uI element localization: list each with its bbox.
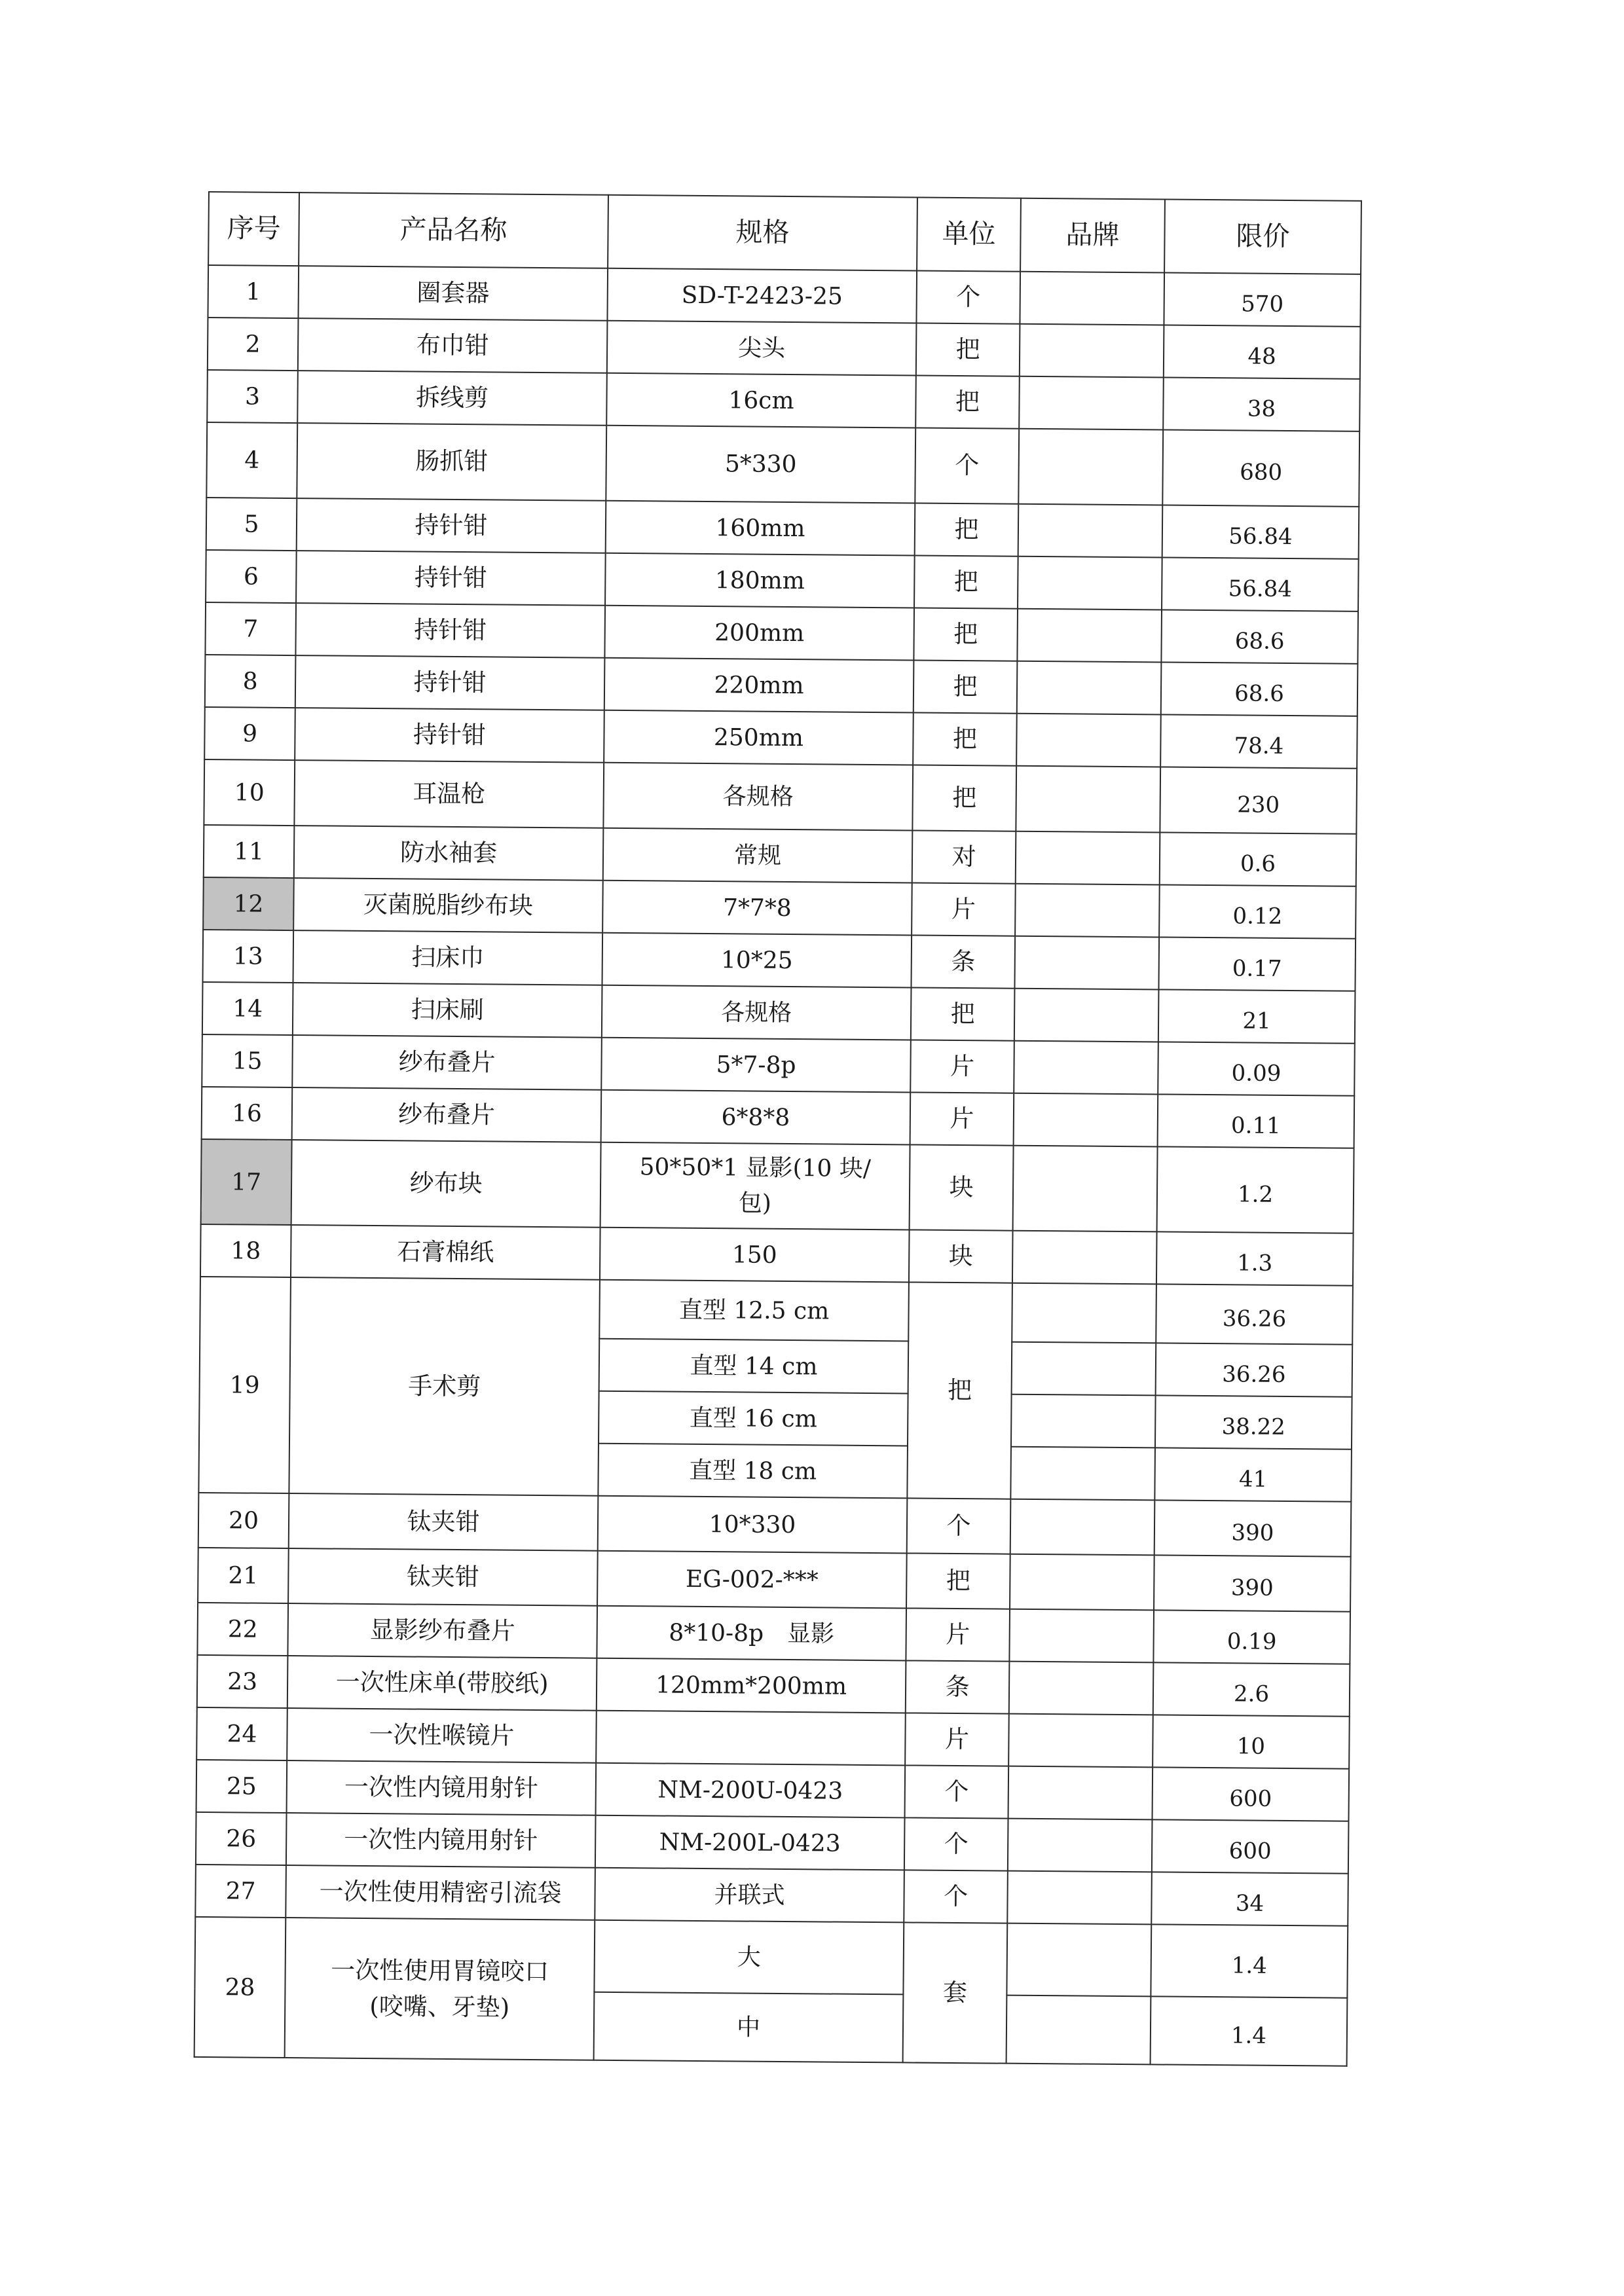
product-brand — [1020, 324, 1164, 378]
product-spec: NM-200U-0423 — [596, 1763, 906, 1818]
product-unit: 把 — [911, 987, 1015, 1040]
product-price: 48 — [1164, 325, 1361, 378]
product-price: 68.6 — [1161, 662, 1358, 716]
product-name: 钛夹钳 — [288, 1548, 598, 1606]
product-spec: 220mm — [604, 658, 914, 713]
product-brand — [1008, 1819, 1153, 1872]
product-spec: 大 — [594, 1920, 904, 1995]
spec-line: 50*50*1 显影(10 块/ — [639, 1154, 872, 1182]
table-row — [200, 1224, 1354, 1286]
product-price: 0.6 — [1160, 832, 1357, 886]
product-spec: NM-200L-0423 — [595, 1815, 905, 1870]
product-unit: 个 — [905, 1765, 1009, 1818]
product-spec: 120mm*200mm — [597, 1658, 906, 1713]
product-price: 680 — [1162, 429, 1359, 506]
row-index: 8 — [205, 655, 296, 708]
product-price: 1.4 — [1151, 1924, 1348, 1997]
product-price: 56.84 — [1162, 505, 1359, 558]
product-name: 布巾钳 — [298, 318, 608, 373]
product-name: 一次性内镜用射针 — [286, 1813, 596, 1868]
table-row — [201, 1139, 1354, 1233]
product-price: 390 — [1154, 1555, 1351, 1611]
spec-line: 包) — [738, 1190, 772, 1217]
row-index: 2 — [208, 318, 299, 371]
product-spec: 直型 18 cm — [598, 1444, 908, 1499]
product-price: 38.22 — [1155, 1395, 1352, 1449]
price-table — [194, 191, 1362, 2067]
table-row — [196, 1707, 1350, 1769]
product-spec: 16cm — [606, 373, 916, 428]
product-brand — [1013, 1146, 1158, 1232]
row-index: 18 — [200, 1224, 291, 1277]
product-unit: 把 — [913, 608, 1018, 661]
product-brand — [1020, 272, 1164, 325]
product-spec: 150 — [600, 1228, 910, 1283]
product-price: 0.11 — [1158, 1094, 1355, 1148]
row-index: 11 — [204, 825, 295, 878]
product-name: 持针钳 — [295, 603, 605, 658]
product-unit: 对 — [912, 830, 1016, 883]
product-brand — [1014, 1041, 1158, 1095]
product-name: 灭菌脱脂纱布块 — [293, 878, 603, 933]
product-unit: 把 — [914, 555, 1018, 608]
product-name: 钛夹钳 — [289, 1493, 599, 1551]
row-index: 15 — [202, 1034, 293, 1087]
product-brand — [1019, 376, 1164, 430]
price-list-sheet — [194, 191, 1361, 2067]
product-price: 0.12 — [1159, 884, 1356, 938]
product-unit: 片 — [910, 1092, 1014, 1145]
header-unit: 单位 — [917, 198, 1021, 272]
product-name: 防水袖套 — [294, 826, 604, 881]
product-spec: 160mm — [606, 501, 915, 556]
table-row — [203, 930, 1356, 991]
row-index: 20 — [198, 1493, 289, 1548]
product-spec: 5*330 — [606, 426, 915, 503]
product-unit: 个 — [916, 271, 1020, 324]
row-index: 9 — [204, 707, 295, 760]
product-spec: 直型 12.5 cm — [599, 1280, 909, 1341]
table-row — [197, 1655, 1350, 1717]
row-index: 16 — [202, 1087, 293, 1140]
product-price: 21 — [1158, 989, 1356, 1043]
product-unit: 把 — [913, 712, 1017, 765]
product-unit: 把 — [915, 375, 1020, 428]
product-spec — [596, 1711, 906, 1766]
product-unit: 块 — [909, 1230, 1013, 1283]
product-brand — [1016, 831, 1160, 885]
product-brand — [1009, 1609, 1154, 1663]
product-brand — [1018, 556, 1162, 610]
product-unit: 套 — [903, 1922, 1008, 2063]
table-row — [203, 877, 1356, 939]
product-name: 一次性床单(带胶纸) — [287, 1656, 597, 1711]
product-brand — [1011, 1394, 1156, 1448]
product-name: 一次性内镜用射针 — [287, 1760, 597, 1815]
product-name: 纱布叠片 — [292, 1035, 602, 1090]
product-brand — [1008, 1766, 1153, 1820]
product-price: 570 — [1164, 272, 1361, 326]
table-row — [208, 265, 1361, 327]
product-price: 2.6 — [1153, 1662, 1350, 1716]
header-index: 序号 — [208, 192, 299, 266]
table-row — [206, 498, 1359, 559]
product-unit: 把 — [916, 323, 1020, 376]
product-brand — [1010, 1554, 1154, 1611]
header-name: 产品名称 — [299, 192, 608, 268]
product-spec: 并联式 — [595, 1868, 904, 1923]
product-brand — [1008, 1714, 1153, 1768]
product-unit: 把 — [913, 660, 1018, 713]
product-unit: 把 — [912, 765, 1016, 831]
product-brand — [1006, 1995, 1151, 2065]
row-index: 1 — [208, 265, 299, 318]
product-price: 0.09 — [1158, 1042, 1355, 1095]
table-row — [195, 1865, 1348, 1926]
product-spec: 常规 — [603, 828, 913, 883]
product-name: 圈套器 — [298, 266, 608, 321]
product-unit: 把 — [907, 1282, 1012, 1499]
product-spec: 各规格 — [602, 985, 912, 1040]
name-line: 一次性使用胃镜咬口 — [331, 1956, 549, 1986]
product-spec: 200mm — [604, 606, 914, 661]
product-brand — [1017, 661, 1162, 715]
product-unit: 片 — [910, 1040, 1014, 1093]
table-row — [204, 825, 1357, 886]
table-row — [207, 370, 1360, 431]
product-name: 一次性使用精密引流袋 — [286, 1865, 595, 1920]
product-name: 显影纱布叠片 — [287, 1603, 597, 1658]
product-spec: 5*7-8p — [601, 1038, 911, 1093]
table-row — [204, 759, 1357, 834]
product-unit: 片 — [906, 1608, 1010, 1661]
product-spec: 10*25 — [602, 933, 912, 988]
product-price: 0.17 — [1158, 937, 1356, 991]
row-index: 27 — [195, 1865, 286, 1918]
header-price: 限价 — [1164, 199, 1361, 274]
row-index: 3 — [207, 370, 298, 423]
product-unit: 片 — [912, 883, 1016, 936]
product-brand — [1018, 504, 1163, 558]
product-name: 持针钳 — [296, 551, 606, 606]
product-spec: 7*7*8 — [602, 881, 912, 936]
product-spec: EG-002-*** — [597, 1551, 907, 1609]
table-row — [202, 982, 1356, 1044]
row-index: 7 — [205, 602, 296, 655]
product-spec: 6*8*8 — [601, 1090, 911, 1145]
product-unit: 个 — [904, 1817, 1008, 1870]
row-index: 24 — [196, 1707, 287, 1760]
product-unit: 块 — [910, 1144, 1014, 1230]
product-brand — [1012, 1283, 1156, 1343]
table-row — [202, 1034, 1355, 1096]
table-row — [208, 318, 1361, 379]
product-brand — [1017, 609, 1162, 663]
product-spec: 直型 14 cm — [599, 1339, 909, 1394]
table-row — [194, 1917, 1348, 1998]
table-row — [206, 550, 1359, 611]
row-index: 22 — [197, 1603, 288, 1656]
product-brand — [1009, 1662, 1154, 1715]
product-price: 1.2 — [1157, 1146, 1354, 1233]
header-spec: 规格 — [608, 195, 917, 271]
row-index: 25 — [196, 1760, 287, 1813]
product-unit: 个 — [915, 428, 1019, 503]
product-spec: 10*330 — [598, 1496, 908, 1554]
row-index: 12 — [203, 877, 294, 930]
product-name: 扫床刷 — [293, 983, 602, 1038]
product-price: 36.26 — [1156, 1343, 1353, 1396]
product-name: 持针钳 — [295, 708, 604, 763]
row-index: 13 — [203, 930, 294, 983]
product-price: 41 — [1154, 1448, 1352, 1501]
product-unit: 片 — [905, 1713, 1009, 1766]
table-row — [205, 655, 1358, 716]
table-row — [200, 1277, 1353, 1345]
row-index: 10 — [204, 759, 295, 826]
product-price: 10 — [1153, 1715, 1350, 1768]
product-price: 78.4 — [1160, 714, 1357, 768]
product-price: 68.6 — [1161, 610, 1358, 663]
table-row — [197, 1603, 1350, 1664]
product-spec: SD-T-2423-25 — [607, 268, 917, 323]
row-index: 4 — [206, 422, 297, 498]
product-price: 600 — [1152, 1819, 1349, 1873]
table-row — [204, 707, 1357, 769]
row-index: 21 — [198, 1548, 289, 1603]
row-index: 14 — [202, 982, 293, 1035]
product-name: 扫床巾 — [293, 930, 603, 985]
product-unit: 个 — [904, 1870, 1008, 1923]
product-name: 拆线剪 — [297, 371, 607, 426]
product-brand — [1007, 1871, 1152, 1925]
product-brand — [1012, 1231, 1157, 1285]
header-brand: 品牌 — [1020, 198, 1165, 273]
product-brand — [1014, 989, 1159, 1042]
product-spec: 250mm — [604, 710, 913, 765]
product-price: 38 — [1163, 377, 1360, 431]
table-row — [206, 422, 1359, 507]
table-row — [205, 602, 1358, 664]
product-spec: 尖头 — [607, 321, 917, 376]
header-row — [208, 192, 1361, 274]
product-spec: 各规格 — [603, 763, 913, 831]
product-brand — [1010, 1447, 1155, 1501]
product-price: 1.3 — [1156, 1231, 1354, 1285]
product-name: 持针钳 — [295, 655, 605, 710]
product-brand — [1012, 1342, 1156, 1396]
product-brand — [1018, 429, 1163, 505]
product-brand — [1016, 714, 1161, 767]
table-row — [202, 1087, 1355, 1148]
table-row — [198, 1493, 1352, 1557]
table-row — [196, 1760, 1350, 1821]
product-name: 肠抓钳 — [297, 423, 606, 501]
product-unit: 条 — [906, 1660, 1010, 1713]
product-spec: 180mm — [605, 553, 915, 608]
row-index: 19 — [198, 1277, 291, 1493]
product-unit: 把 — [906, 1553, 1010, 1609]
product-name: 手术剪 — [289, 1277, 600, 1496]
product-price: 34 — [1151, 1872, 1348, 1925]
row-index: 6 — [206, 550, 297, 603]
product-name: 耳温枪 — [294, 760, 604, 828]
product-price: 390 — [1154, 1500, 1352, 1556]
product-price: 1.4 — [1151, 1996, 1348, 2066]
product-brand — [1014, 1093, 1158, 1147]
product-name: 纱布块 — [291, 1140, 601, 1228]
product-brand — [1006, 1923, 1151, 1997]
product-brand — [1015, 884, 1160, 938]
row-index: 26 — [196, 1812, 287, 1865]
product-price: 0.19 — [1153, 1610, 1350, 1664]
product-unit: 把 — [915, 503, 1019, 556]
product-spec: 直型 16 cm — [599, 1391, 908, 1446]
product-name: 一次性喉镜片 — [287, 1708, 597, 1763]
product-price: 36.26 — [1156, 1284, 1353, 1344]
product-unit: 个 — [907, 1498, 1011, 1554]
product-spec: 中 — [594, 1992, 904, 2063]
table-row — [198, 1548, 1351, 1612]
product-name — [285, 1918, 595, 2060]
product-price: 600 — [1153, 1767, 1350, 1821]
table-row — [196, 1812, 1349, 1874]
row-index: 5 — [206, 498, 297, 551]
product-price: 56.84 — [1162, 557, 1359, 611]
product-price: 230 — [1160, 767, 1357, 833]
product-name: 纱布叠片 — [292, 1087, 602, 1142]
row-index: 28 — [194, 1917, 286, 2058]
product-brand — [1010, 1499, 1155, 1556]
product-spec — [600, 1142, 910, 1230]
product-spec: 8*10-8p 显影 — [597, 1606, 906, 1661]
product-name: 持针钳 — [297, 498, 606, 553]
row-index: 23 — [197, 1655, 288, 1708]
product-brand — [1014, 936, 1159, 990]
name-line: (咬嘴、牙垫) — [369, 1992, 510, 2022]
product-brand — [1016, 766, 1160, 833]
product-name: 石膏棉纸 — [291, 1225, 600, 1280]
row-index: 17 — [201, 1139, 292, 1225]
product-unit: 条 — [911, 935, 1015, 988]
